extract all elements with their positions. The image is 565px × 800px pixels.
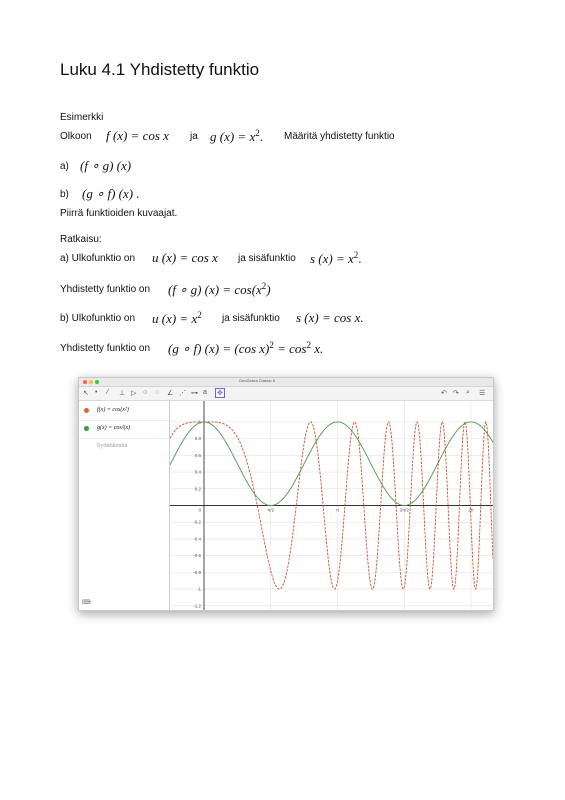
solution-b-s: s (x) = cos x.	[296, 310, 364, 325]
maximize-icon[interactable]	[95, 380, 99, 384]
algebra-view	[79, 401, 170, 610]
search-icon[interactable]: ⌕	[466, 389, 470, 396]
point-tool-icon[interactable]: •	[95, 389, 98, 396]
geogebra-window	[78, 377, 494, 611]
f-definition: f (x) = cos x	[106, 128, 169, 143]
composite-b-expression: (g ∘ f) (x) = (cos $x)^2 = \cos^2 x$.	[168, 340, 324, 356]
window-titlebar	[79, 378, 493, 387]
g-definition: g $(x) = x^2$.	[210, 128, 263, 144]
move-tool-icon[interactable]: ↖	[83, 390, 89, 397]
y-tick-label-6: -0.2	[193, 519, 201, 525]
slider-tool-icon[interactable]: ⊶	[191, 390, 198, 397]
y-tick-label-10: -1	[196, 586, 201, 592]
angle-tool-icon[interactable]: ∠	[167, 390, 174, 397]
x-tick-label-1: π	[335, 507, 340, 513]
x-tick-label-0: π/2	[267, 507, 275, 513]
solution-b-u: u $(x) = x^2$	[152, 310, 202, 326]
minimize-icon[interactable]	[89, 380, 93, 384]
composite-a-expression: (f ∘ g) $(x) = \cos(x^2)$	[168, 281, 271, 297]
y-tick-label-2: 0.6	[194, 452, 201, 458]
perpendicular-tool-icon[interactable]: ⊥	[119, 390, 126, 397]
task-text: Määritä yhdistetty funktio	[284, 131, 395, 142]
view-tool-icon[interactable]: ✥	[217, 390, 223, 397]
algebra-g-text: g(x) = cos²(x)	[97, 425, 131, 431]
x-tick-label-2: 3π/2	[399, 507, 409, 513]
a-expression: (f ∘ g) (x)	[80, 158, 132, 173]
algebra-f-text: f(x) = cos(x²)	[97, 407, 129, 413]
algebra-row-f[interactable]	[79, 403, 169, 421]
undo-icon[interactable]: ↶	[441, 390, 447, 397]
intro-prefix: Olkoon	[60, 131, 92, 142]
solution-label: Ratkaisu:	[60, 234, 102, 245]
solution-a-u: u (x) = cos x	[152, 250, 218, 265]
solution-b-outer: b) Ulkofunktio on	[60, 313, 136, 324]
menu-icon[interactable]: ☰	[479, 390, 486, 397]
reflect-tool-icon[interactable]: ⋰	[179, 390, 186, 397]
solution-a-inner-text: ja sisäfunktio	[238, 253, 296, 264]
algebra-input[interactable]	[79, 439, 169, 456]
y-tick-label-9: -0.8	[193, 569, 201, 575]
draw-text: Piirrä funktioiden kuvaajat.	[60, 208, 178, 219]
b-expression: (g ∘ f) (x) .	[82, 186, 140, 201]
y-tick-label-11: -1.2	[193, 603, 201, 609]
close-icon[interactable]	[83, 380, 87, 384]
example-label: Esimerkki	[60, 112, 104, 123]
redo-icon[interactable]: ↷	[453, 390, 459, 397]
toolbar	[79, 387, 493, 401]
y-tick-label-4: 0.2	[194, 486, 201, 492]
solution-b-inner-text: ja sisäfunktio	[222, 313, 280, 324]
line-tool-icon[interactable]: ⁄	[107, 389, 109, 396]
y-tick-label-7: -0.4	[193, 536, 201, 542]
keyboard-icon[interactable]: ⌨	[82, 600, 91, 606]
polygon-tool-icon[interactable]: ▷	[131, 390, 137, 397]
solution-a-outer: a) Ulkofunktio on	[60, 253, 136, 264]
x-tick-label-3: 2π	[468, 507, 474, 513]
page-title: Luku 4.1 Yhdistetty funktio	[60, 60, 260, 79]
y-tick-label-0: 1	[198, 419, 201, 425]
composite-b-label: Yhdistetty funktio on	[60, 343, 151, 354]
solution-a-s: s $(x) = x^2$.	[310, 250, 362, 266]
a-label: a)	[60, 161, 69, 172]
y-tick-label-8: -0.6	[193, 553, 201, 559]
algebra-input-placeholder: Syöttökenttä	[97, 443, 128, 449]
circle-tool-icon[interactable]: ○	[143, 389, 148, 396]
composite-a-label: Yhdistetty funktio on	[60, 284, 151, 295]
graphics-view	[170, 401, 493, 610]
g-visibility-icon[interactable]	[84, 426, 89, 431]
y-tick-label-3: 0.4	[194, 469, 201, 475]
algebra-row-g[interactable]	[79, 421, 169, 439]
text-tool-icon[interactable]: a	[203, 389, 207, 396]
f-visibility-icon[interactable]	[84, 408, 89, 413]
origin-label: 0	[198, 507, 201, 513]
b-label: b)	[60, 189, 69, 200]
window-title: GeoGebra Classic 6	[239, 378, 276, 383]
ja-word: ja	[190, 131, 198, 142]
function-plot	[170, 401, 493, 610]
y-tick-label-1: 0.8	[194, 436, 201, 442]
conic-tool-icon[interactable]: ◌	[155, 389, 160, 396]
